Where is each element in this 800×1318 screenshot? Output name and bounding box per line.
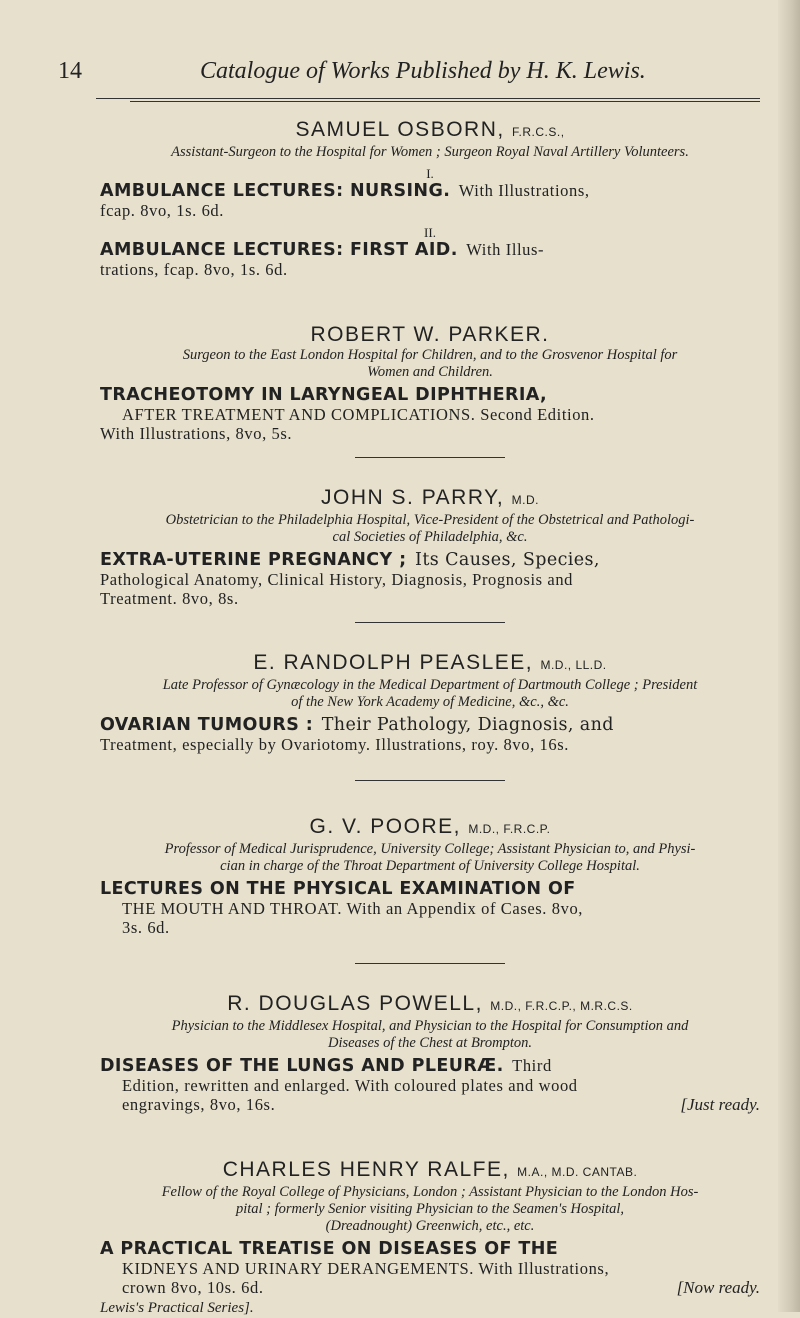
author-description: Obstetrician to the Philadelphia Hospital, Vice-President of the Obstetrical and Pathologi- cal Societies of Philadelphia, &c.: [165, 512, 695, 545]
author-heading: R. DOUGLAS POWELL, M.D., F.R.C.P., M.R.C.S.: [227, 992, 633, 1015]
author-description: Late Professor of Gynæcology in the Medical Department of Dartmouth College ; President of the New York Academy of Medicine, &c., &c.: [162, 677, 698, 710]
page-header: [58, 58, 758, 94]
work-title: TRACHEOTOMY IN LARYNGEAL DIPHTHERIA,: [100, 385, 548, 405]
series-note: Lewis's Practical Series].: [100, 1300, 254, 1316]
work-title-block: A PRACTICAL TREATISE ON DISEASES OF THE KIDNEYS AND URINARY DERANGEMENTS. With Illustrations, crown 8vo, 10s. 6d. [Now ready. Lewis's Practical Series].: [100, 1239, 760, 1316]
work-title-block: TRACHEOTOMY IN LARYNGEAL DIPHTHERIA, AFTER TREATMENT AND COMPLICATIONS. Second Edition. With Illustrations, 8vo, 5s.: [100, 385, 595, 443]
catalogue-entry: [100, 323, 760, 443]
catalogue-entry: [100, 651, 760, 754]
author-description: Assistant-Surgeon to the Hospital for Women ; Surgeon Royal Naval Artillery Volunteers.: [171, 144, 689, 160]
catalogue-entry: [100, 486, 760, 608]
author-description: Professor of Medical Jurisprudence, University College; Assistant Physician to, and Physi- cian in charge of the Throat Department of University College Hospital.: [164, 841, 696, 874]
work-title: DISEASES OF THE LUNGS AND PLEURÆ.: [100, 1056, 504, 1076]
entry-divider: [355, 780, 505, 781]
work-title: LECTURES ON THE PHYSICAL EXAMINATION OF: [100, 879, 576, 899]
catalogue-entry: [100, 118, 760, 279]
entry-divider: [355, 457, 505, 458]
work-title: OVARIAN TUMOURS :: [100, 715, 314, 735]
header-rule: [96, 98, 760, 99]
work-title-block: AMBULANCE LECTURES: NURSING. With Illustrations, fcap. 8vo, 1s. 6d.: [100, 181, 590, 220]
work-numeral: I.: [426, 166, 434, 181]
work-title: EXTRA-UTERINE PREGNANCY ;: [100, 550, 407, 570]
author-heading: SAMUEL OSBORN, F.R.C.S.,: [295, 118, 565, 141]
availability-note: [Now ready.: [676, 1278, 760, 1297]
work-title-block: DISEASES OF THE LUNGS AND PLEURÆ. Third Edition, rewritten and enlarged. With coloured plates and wood engravings, 8vo, 16s. [Just ready.: [100, 1056, 760, 1114]
author-heading: JOHN S. PARRY, M.D.: [321, 486, 539, 509]
work-title: AMBULANCE LECTURES: FIRST AID.: [100, 240, 458, 260]
catalogue-entry: [100, 1158, 760, 1318]
author-heading: ROBERT W. PARKER.: [310, 323, 550, 346]
header-rule-second: [130, 101, 760, 102]
work-title: AMBULANCE LECTURES: NURSING.: [100, 181, 451, 201]
availability-note: [Just ready.: [680, 1095, 760, 1114]
work-title-block: LECTURES ON THE PHYSICAL EXAMINATION OF THE MOUTH AND THROAT. With an Appendix of Cases. 8vo, 3s. 6d.: [100, 879, 584, 937]
author-heading: E. RANDOLPH PEASLEE, M.D., LL.D.: [253, 651, 607, 674]
entry-divider: [355, 963, 505, 964]
catalogue-entry: [100, 815, 760, 937]
catalogue-content: [100, 118, 760, 1318]
entry-divider: [355, 622, 505, 623]
work-numeral: II.: [424, 225, 436, 240]
catalogue-entry: [100, 992, 760, 1114]
work-title: A PRACTICAL TREATISE ON DISEASES OF THE: [100, 1239, 559, 1259]
author-heading: G. V. POORE, M.D., F.R.C.P.: [309, 815, 551, 838]
author-heading: CHARLES HENRY RALFE, M.A., M.D. CANTAB.: [222, 1158, 638, 1181]
author-description: Surgeon to the East London Hospital for Children, and to the Grosvenor Hospital for Women and Children.: [182, 347, 678, 380]
work-title-block: OVARIAN TUMOURS : Their Pathology, Diagnosis, and Treatment, especially by Ovariotomy. Illustrations, roy. 8vo, 16s.: [100, 715, 614, 754]
author-description: Fellow of the Royal College of Physicians, London ; Assistant Physician to the London Hos- pital ; formerly Senior visiting Physician to the Seamen's Hospital, (Dreadnought) Greenwich, etc., etc.: [161, 1184, 699, 1234]
work-title-block: AMBULANCE LECTURES: FIRST AID. With Illus- trations, fcap. 8vo, 1s. 6d.: [100, 240, 545, 279]
author-description: Physician to the Middlesex Hospital, and Physician to the Hospital for Consumption and Diseases of the Chest at Brompton.: [171, 1018, 689, 1051]
running-title: Catalogue of Works Published by H. K. Lewis.: [200, 58, 646, 84]
work-title-block: EXTRA-UTERINE PREGNANCY ; Its Causes, Species, Pathological Anatomy, Clinical History, Diagnosis, Prognosis and Treatment. 8vo, 8s.: [100, 550, 600, 608]
page-number: 14: [58, 58, 82, 84]
page-edge: [778, 0, 800, 1312]
